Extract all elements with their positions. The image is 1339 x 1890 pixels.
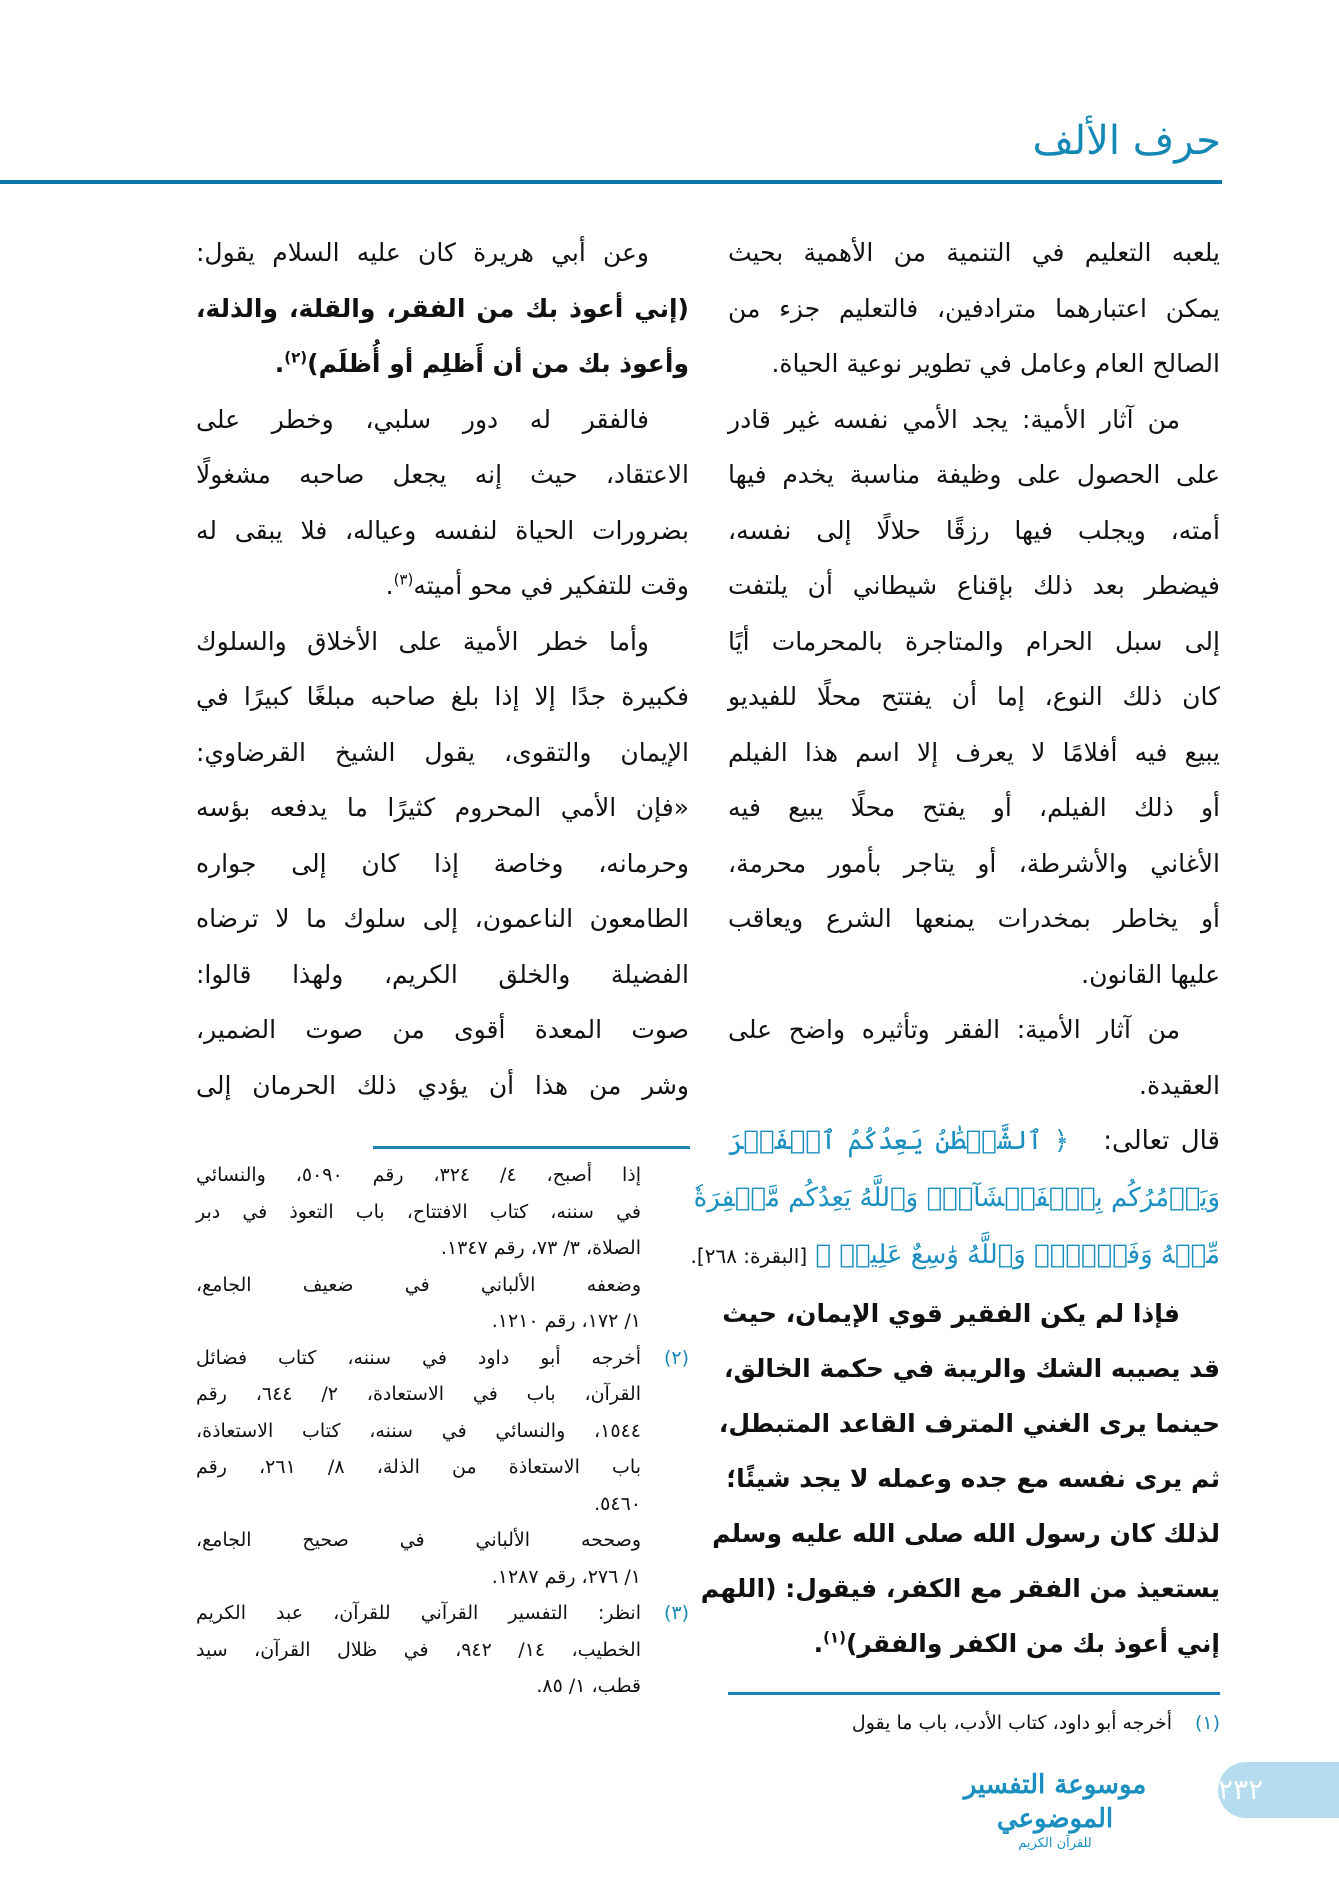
footnote-text: أخرجه أبو داود، كتاب الأدب، باب ما يقول [851,1712,1172,1734]
logo-subtitle: للقرآن الكريم [1018,1836,1092,1851]
footnote-line [196,1486,689,1523]
footnote-text: ١/ ٢٧٦، رقم ١٢٨٧. [491,1565,641,1588]
footnote-text: وصححه الألباني في صحيح الجامع، [196,1529,641,1551]
left-column [196,225,689,1113]
footnote-ref[interactable]: (١) [823,1628,846,1647]
quran-text: وَيَأۡمُرُكُم بِٱلۡفَحۡشَآءِۖ وَٱللَّهُ يَعِدُكُم مَّغۡفِرَةٗ [693,1183,1220,1213]
page-number: ٢٣٢ [1218,1762,1339,1818]
footnote-ref[interactable]: (٣) [393,570,414,589]
chapter-heading: حرف الألف [1032,118,1221,164]
line-text: أو ذلك الفيلم، أو يفتح محلًا يبيع فيه [728,793,1220,822]
text-line [728,725,1220,781]
text-line [728,392,1220,448]
footnote-rule [373,1146,690,1149]
line-text: أمته، ويجلب فيها رزقًا حلالًا إلى نفسه، [728,515,1220,545]
line-text: وشر من هذا أن يؤدي ذلك الحرمان إلى [196,1070,689,1100]
footnote-text: أخرجه أبو داود في سننه، كتاب فضائل [196,1346,641,1369]
text-line [728,1451,1220,1506]
footnote-number: (٣) [663,1602,689,1624]
text-line [728,225,1220,281]
line-text: وأما خطر الأمية على الأخلاق والسلوك [196,626,649,656]
text-line [196,336,689,392]
footnote-line [196,1449,689,1486]
footnote-line [196,1595,689,1632]
line-text: صوت المعدة أقوى من صوت الضمير، [196,1015,689,1044]
line-text: الصالح العام وعامل في تطوير نوعية الحياة. [771,349,1220,378]
line-text: أو يخاطر بمخدرات يمنعها الشرع ويعاقب [728,904,1220,933]
text-line [196,281,689,337]
text-line [728,558,1220,614]
text-line [196,1058,689,1114]
footnote-text: الخطيب، ١٤/ ٩٤٢، في ظلال القرآن، سيد [196,1638,641,1661]
line-text: قد يصيبه الشك والريبة في حكمة الخالق، [723,1354,1220,1383]
text-line [700,1561,1220,1616]
line-text: يستعيذ من الفقر مع الكفر، فيقول: (اللهم [700,1574,1220,1603]
text-line [728,1616,1220,1671]
footnote-line [196,1376,689,1413]
quran-reference: [البقرة: ٢٦٨]. [690,1244,808,1268]
footnote-text: وضعفه الألباني في ضعيف الجامع، [196,1273,641,1296]
logo-title: موسوعة التفسير الموضوعي [963,1770,1147,1834]
footnote-line [196,1230,689,1267]
line-text: الإيمان والتقوى، يقول الشيخ القرضاوي: [196,737,689,767]
line-text: وأعوذ بك من أن أَظلِم أو أُظلَم) [307,349,689,378]
quran-verse [690,1113,1220,1284]
line-text: العقيدة. [1139,1070,1220,1100]
header-rule [0,180,1222,184]
text-line [196,669,689,725]
footnote-line [196,1413,689,1450]
line-text: الاعتقاد، حيث إنه يجعل صاحبه مشغولًا [196,460,689,489]
footnote-line [196,1303,689,1340]
text-line [728,503,1220,559]
footnote-number: (٢) [663,1346,689,1369]
punctuation: . [385,571,394,600]
quran-text: مِّنۡهُ وَفَضۡلٗاۗ وَٱللَّهُ وَٰسِعٌ عَلِيمٞ ﴾ [815,1240,1220,1270]
line-text: الفضيلة والخلق الكريم، ولهذا قالوا: [196,959,689,989]
text-line [728,336,1220,392]
footnote-line [196,1340,689,1377]
footnote-number: (١) [1194,1712,1220,1734]
text-line [728,614,1220,670]
footnote-text: انظر: التفسير القرآني للقرآن، عبد الكريم [196,1602,641,1624]
line-text: بضرورات الحياة لنفسه وعياله، فلا يبقى له [196,515,689,545]
line-text: فإذا لم يكن الفقير قوي الإيمان، حيث [722,1299,1180,1328]
text-line [728,1002,1220,1058]
right-column [690,225,1220,1671]
text-line [722,1286,1220,1341]
text-line [728,780,1220,836]
footnote-text: الصلاة، ٣/ ٧٣، رقم ١٣٤٧. [440,1237,641,1259]
footnote-text: القرآن، باب في الاستعادة، ٢/ ٦٤٤، رقم [196,1383,641,1405]
footnote-line [196,1194,689,1231]
line-text: إني أعوذ بك من الكفر والفقر) [845,1629,1220,1658]
text-line [196,1002,689,1058]
line-text: وعن أبي هريرة كان عليه السلام يقول: [196,238,649,267]
text-line [196,725,689,781]
line-text: على الحصول على وظيفة مناسبة يخدم فيها [728,460,1220,489]
line-text: فكبيرة جدًا إلا إذا بلغ صاحبه مبلغًا كبيرًا في [196,682,689,711]
punctuation: . [813,1629,824,1658]
footnote-line [196,1157,689,1194]
punctuation: . [274,349,285,378]
footnote-line [196,1668,689,1705]
text-line [196,836,689,892]
footnote-rule [728,1692,1220,1695]
footnote-text: إذا أصبح، ٤/ ٣٢٤، رقم ٥٠٩٠، والنسائي [196,1164,641,1186]
line-text: ثم يرى نفسه مع جده وعمله لا يجد شيئًا؛ [726,1464,1220,1493]
text-line [723,1341,1220,1396]
text-line [196,614,689,670]
text-line [196,558,689,614]
right-footnotes [728,1705,1220,1742]
text-line [196,225,689,281]
line-text: (إني أعوذ بك من الفقر، والقلة، والذلة، [196,293,689,323]
line-text: من آثار الأمية: يجد الأمي نفسه غير قادر [728,404,1180,434]
text-line [196,503,689,559]
line-text: فالفقر له دور سلبي، وخطر على [196,404,649,434]
line-text: الأغاني والأشرطة، أو يتاجر بأمور محرمة، [728,848,1220,878]
text-line [728,281,1220,337]
line-text: إلى سبل الحرام والمتاجرة بالمحرمات أيًا [728,626,1220,656]
footnote-text: قطب، ١/ ٨٥. [536,1675,641,1697]
text-line [196,392,689,448]
line-text: كان ذلك النوع، إما أن يفتتح محلًا للفيديو [728,682,1220,711]
encyclopedia-logo [930,1768,1180,1852]
footnote-ref[interactable]: (٢) [284,348,308,367]
text-line [728,1058,1220,1114]
footnote-text: ١٥٤٤، والنسائي في سننه، كتاب الاستعاذة، [196,1419,641,1442]
footnote-line [196,1632,689,1669]
footnote-line [196,1267,689,1304]
quran-intro: قال تعالى: [1103,1126,1220,1156]
line-text: وقت للتفكير في محو أميته [413,571,689,600]
line-text: لذلك كان رسول الله صلى الله عليه وسلم [712,1519,1220,1548]
text-line [196,891,689,947]
line-text: يلعبه التعليم في التنمية من الأهمية بحيث [728,238,1220,267]
footnote-line [196,1559,689,1596]
line-text: وحرمانه، وخاصة إذا كان إلى جواره [196,848,689,878]
line-text: الطامعون الناعمون، إلى سلوك ما لا ترضاه [196,904,689,933]
line-text: «فإن الأمي المحروم كثيرًا ما يدفعه بؤسه [196,793,689,822]
text-line [728,447,1220,503]
text-line [196,447,689,503]
text-line [728,947,1220,1003]
footnote-text: ١/ ١٧٢، رقم ١٢١٠. [491,1310,641,1332]
footnote-text: في سننه، كتاب الافتتاح، باب التعوذ في دبر [196,1200,641,1223]
line-text: عليها القانون. [1081,959,1220,989]
footnote-line [196,1522,689,1559]
line-text: فيضطر بعد ذلك بإقناع شيطاني أن يلتفت [728,571,1220,600]
text-line [728,669,1220,725]
text-line [712,1506,1220,1561]
line-text: يمكن اعتبارهما مترادفين، فالتعليم جزء من [728,293,1220,323]
quran-text: ﴿ ٱلشَّيۡطَٰنُ يَعِدُكُمُ ٱلۡفَقۡرَ [728,1126,1070,1156]
text-line [728,891,1220,947]
line-text: يبيع فيه أفلامًا لا يعرف إلا اسم هذا الفيلم [728,737,1220,767]
text-line [728,836,1220,892]
line-text: حينما يرى الغني المترف القاعد المتبطل، [718,1409,1220,1438]
footnote-text: ٥٤٦٠. [594,1492,641,1515]
text-line [718,1396,1220,1451]
left-footnotes [196,1157,689,1705]
footnote-text: باب الاستعاذة من الذلة، ٨/ ٢٦١، رقم [196,1456,641,1478]
text-line [196,947,689,1003]
text-line [196,780,689,836]
line-text: من آثار الأمية: الفقر وتأثيره واضح على [728,1015,1180,1044]
footnote-line [728,1705,1220,1742]
